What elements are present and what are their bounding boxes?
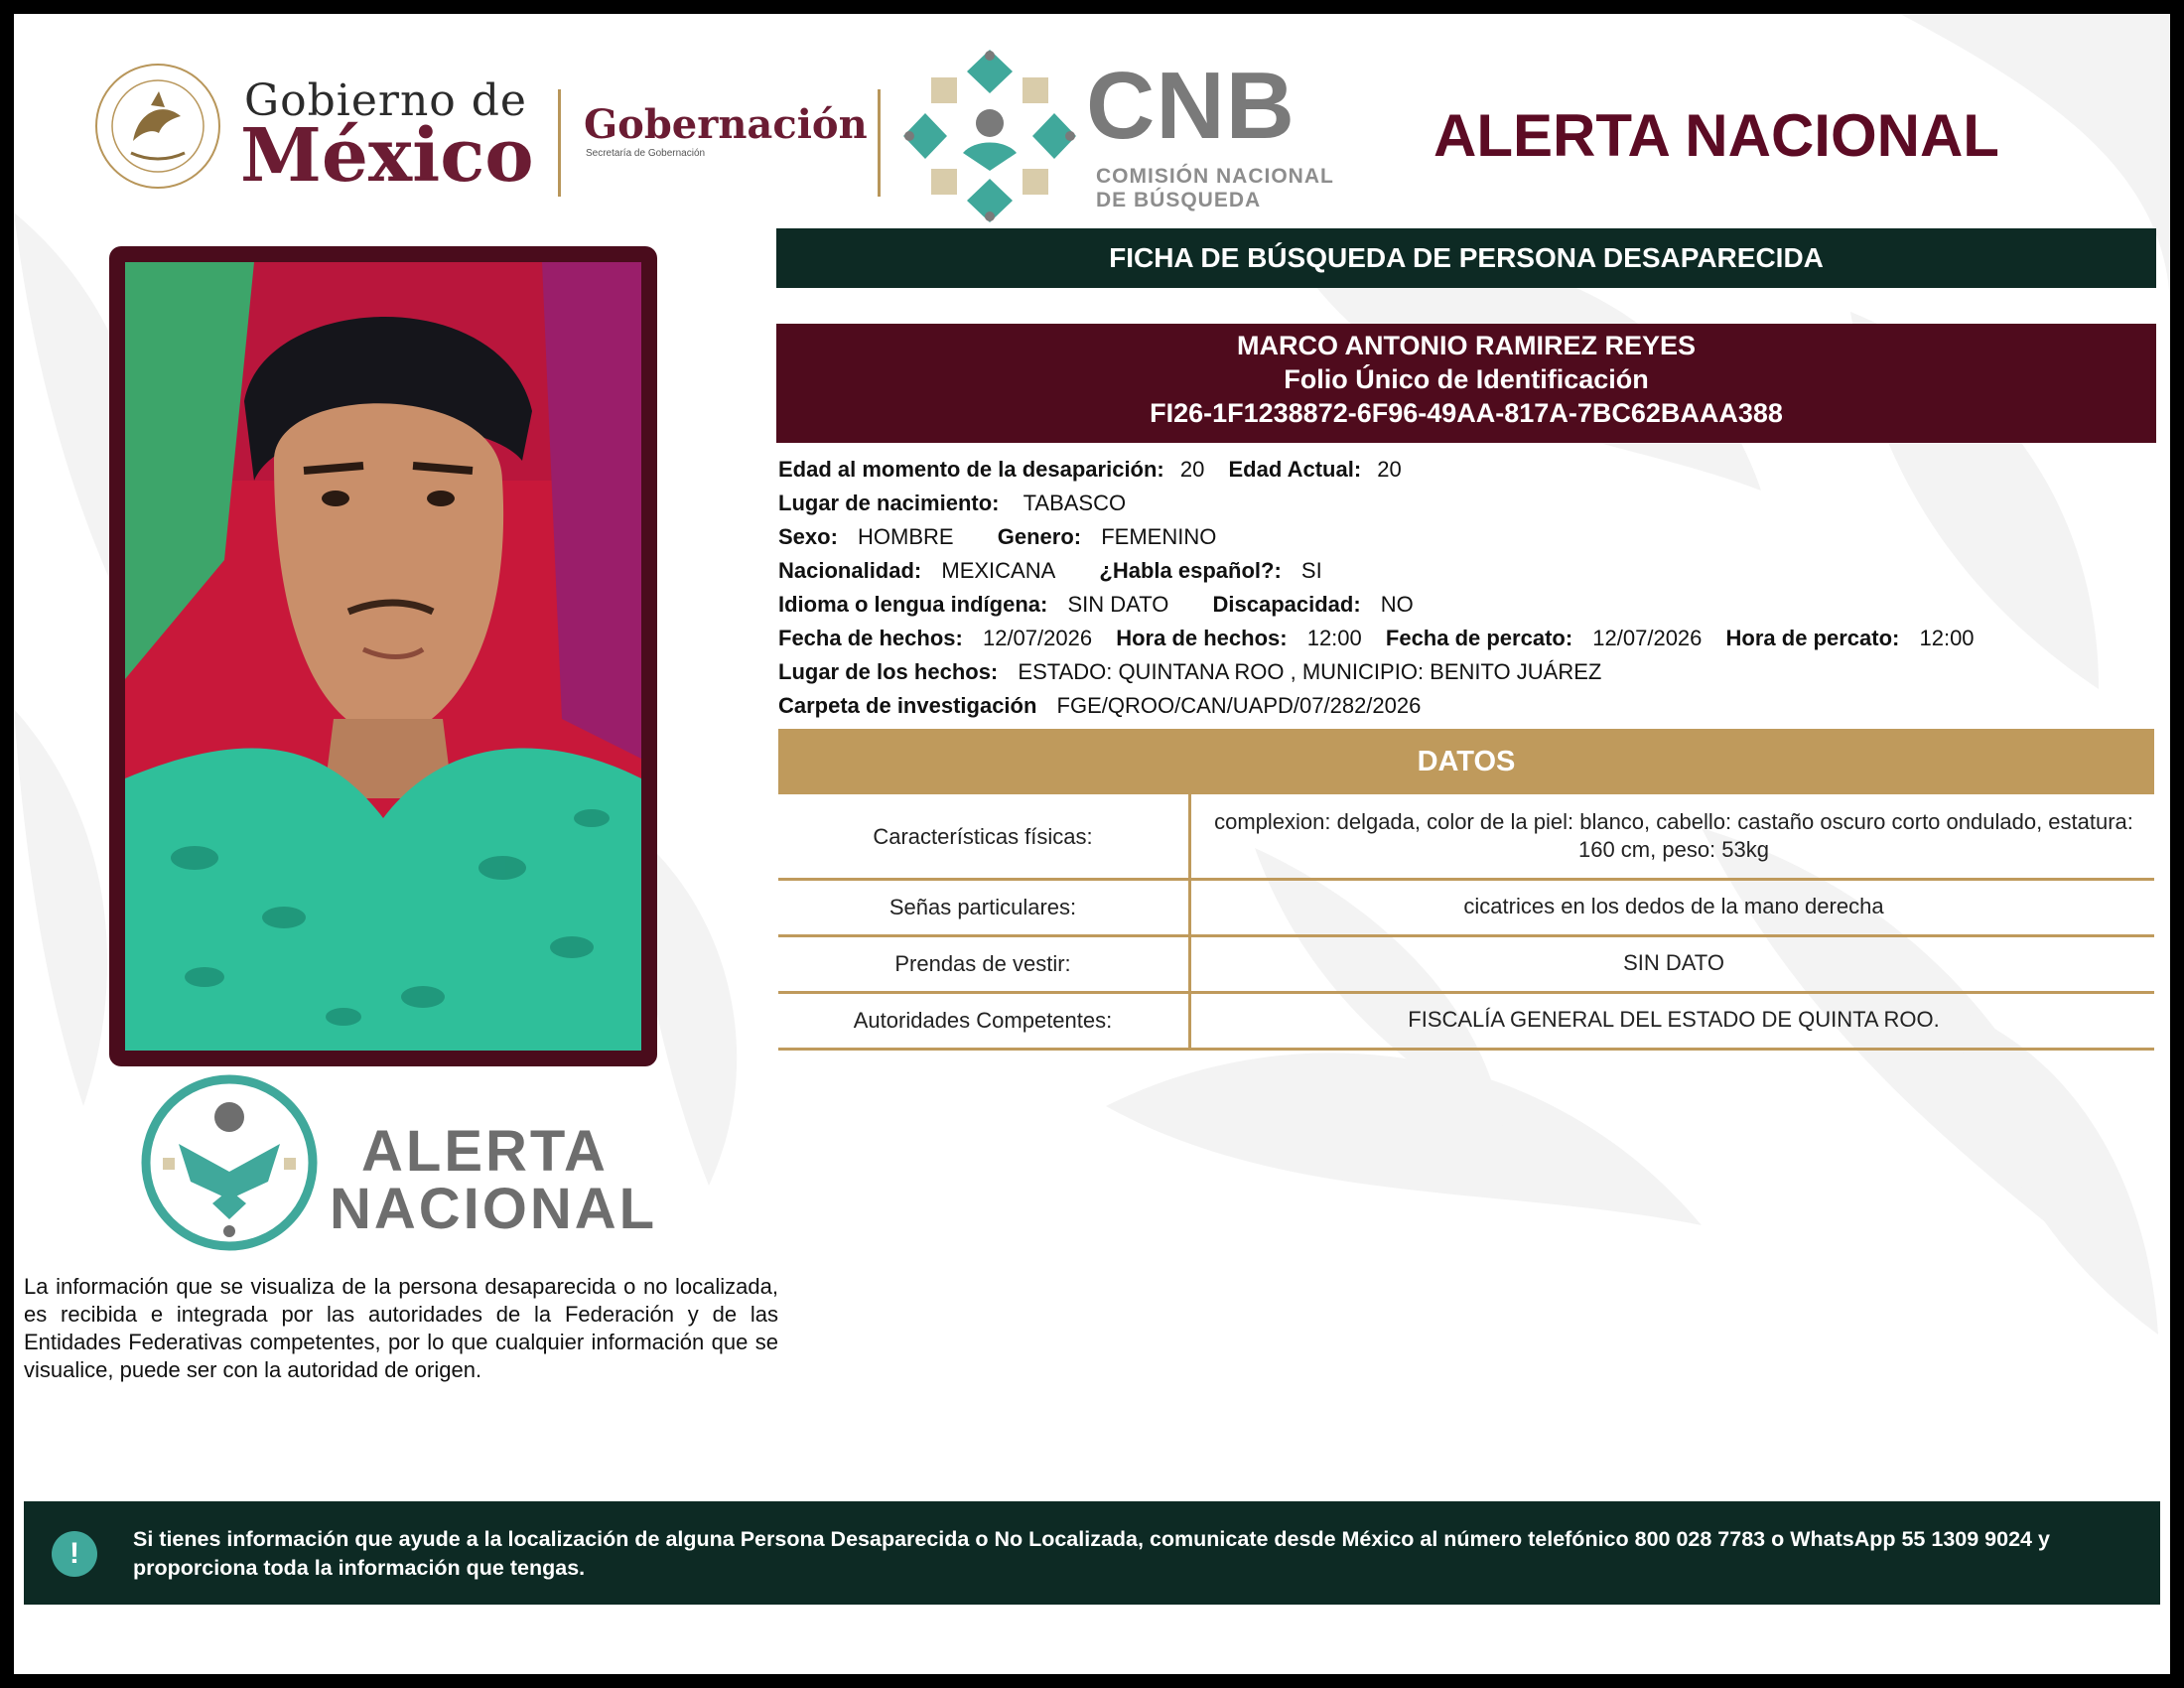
cnb-logo-icon	[895, 42, 1084, 230]
edad-desaparicion-value: 20	[1179, 457, 1205, 482]
habla-espanol-value: SI	[1300, 558, 1322, 583]
hora-hechos-value: 12:00	[1306, 626, 1362, 650]
habla-espanol-label: ¿Habla español?:	[1099, 558, 1282, 583]
row-label: Autoridades Competentes:	[853, 1008, 1113, 1033]
row-value: SIN DATO	[1623, 950, 1724, 975]
fecha-hechos-label: Fecha de hechos:	[778, 626, 963, 650]
gobernacion-subtitle: Secretaría de Gobernación	[586, 148, 706, 159]
info-row-carpeta	[778, 693, 2168, 719]
table-row	[778, 881, 2154, 937]
fecha-percato-value: 12/07/2026	[1592, 626, 1703, 650]
row-value: cicatrices en los dedos de la mano derecha	[1463, 894, 1884, 918]
alert-icon: !	[52, 1531, 97, 1577]
alerta-logo-line2: NACIONAL	[330, 1177, 658, 1241]
gobierno-line2: México	[240, 113, 534, 199]
column-divider	[1188, 994, 1191, 1048]
nacimiento-label: Lugar de nacimiento:	[778, 491, 1000, 515]
info-row-nacionalidad	[778, 558, 2168, 584]
contact-banner	[24, 1501, 2160, 1605]
alerta-nacional-title: ALERTA NACIONAL	[1433, 102, 1999, 169]
mexico-seal-icon	[93, 62, 222, 191]
sexo-label: Sexo:	[778, 524, 838, 549]
table-row	[778, 994, 2154, 1051]
row-value: complexion: delgada, color de la piel: blanco, cabello: castaño oscuro corto ondulado, estatura: 160 cm, peso: 53kg	[1214, 809, 2133, 862]
edad-actual-value: 20	[1377, 457, 1402, 482]
info-row-edad	[778, 457, 2168, 483]
folio-label: Folio Único de Identificación	[1284, 364, 1649, 394]
header-divider	[558, 89, 561, 197]
ficha-title: FICHA DE BÚSQUEDA DE PERSONA DESAPARECIDA	[776, 228, 2156, 288]
header-divider	[878, 89, 881, 197]
person-photo-frame	[109, 246, 657, 1066]
row-label: Señas particulares:	[888, 895, 1077, 919]
row-label: Características físicas:	[873, 824, 1093, 849]
genero-value: FEMENINO	[1101, 524, 1217, 549]
info-row-sexo	[778, 524, 2168, 550]
edad-desaparicion-label: Edad al momento de la desaparición:	[778, 457, 1164, 482]
row-label: Prendas de vestir:	[894, 951, 1071, 976]
fecha-hechos-value: 12/07/2026	[982, 626, 1093, 650]
person-photo	[125, 262, 641, 1051]
fecha-percato-label: Fecha de percato:	[1385, 626, 1573, 650]
contact-text: Si tienes información que ayude a la localización de alguna Persona Desaparecida o No Localizada, comunicate desde México al número telefónico 800 028 7783 o WhatsApp 55 1309 9024 y proporciona toda la información que tengas.	[133, 1527, 2050, 1580]
person-name-block	[776, 324, 2156, 443]
disclaimer-text: La información que se visualiza de la persona desaparecida o no localizada, es recibida e integrada por las autoridades de la Federación y de las Entidades Federativas competentes, por lo que cualquier información que se visualice, puede ser con la autoridad de origen.	[24, 1274, 778, 1382]
idioma-label: Idioma o lengua indígena:	[778, 592, 1048, 617]
idioma-value: SIN DATO	[1067, 592, 1169, 617]
hora-percato-label: Hora de percato:	[1725, 626, 1900, 650]
info-row-fechas	[778, 626, 2168, 651]
carpeta-value: FGE/QROO/CAN/UAPD/07/282/2026	[1056, 693, 1422, 718]
info-row-idioma	[778, 592, 2168, 618]
cnb-title: CNB	[1086, 53, 1296, 159]
nacimiento-value: TABASCO	[1023, 491, 1127, 515]
lugar-hechos-value: ESTADO: QUINTANA ROO , MUNICIPIO: BENITO JUÁREZ	[1018, 659, 1602, 684]
genero-label: Genero:	[997, 524, 1082, 549]
carpeta-label: Carpeta de investigación	[778, 693, 1037, 718]
sexo-value: HOMBRE	[858, 524, 954, 549]
hora-percato-value: 12:00	[1919, 626, 1975, 650]
lugar-hechos-label: Lugar de los hechos:	[778, 659, 999, 684]
gobierno-line1: Gobierno de	[244, 75, 527, 126]
column-divider	[1188, 881, 1191, 934]
nacionalidad-label: Nacionalidad:	[778, 558, 922, 583]
alerta-nacional-logo-icon	[139, 1072, 320, 1253]
alert-page	[14, 14, 2170, 1674]
column-divider	[1188, 937, 1191, 991]
discapacidad-label: Discapacidad:	[1212, 592, 1361, 617]
nacionalidad-value: MEXICANA	[941, 558, 1056, 583]
datos-table	[778, 794, 2154, 1066]
edad-actual-label: Edad Actual:	[1228, 457, 1362, 482]
person-name: MARCO ANTONIO RAMIREZ REYES	[1236, 331, 1697, 360]
row-value: FISCALÍA GENERAL DEL ESTADO DE QUINTA ROO.	[1408, 1007, 1940, 1032]
table-row	[778, 937, 2154, 994]
datos-title: DATOS	[778, 729, 2154, 794]
discapacidad-value: NO	[1380, 592, 1414, 617]
cnb-subtitle-2: DE BÚSQUEDA	[1096, 189, 1262, 211]
folio-number: FI26-1F1238872-6F96-49AA-817A-7BC62BAAA388	[1150, 398, 1783, 428]
gobernacion-title: Gobernación	[584, 101, 868, 148]
column-divider	[1188, 794, 1191, 878]
table-row	[778, 794, 2154, 881]
hora-hechos-label: Hora de hechos:	[1116, 626, 1288, 650]
alerta-logo-line1: ALERTA	[361, 1119, 609, 1184]
cnb-subtitle-1: COMISIÓN NACIONAL	[1096, 165, 1334, 188]
info-row-lugar	[778, 659, 2168, 685]
info-row-nacimiento	[778, 491, 2168, 516]
person-photo-image	[125, 262, 641, 1051]
